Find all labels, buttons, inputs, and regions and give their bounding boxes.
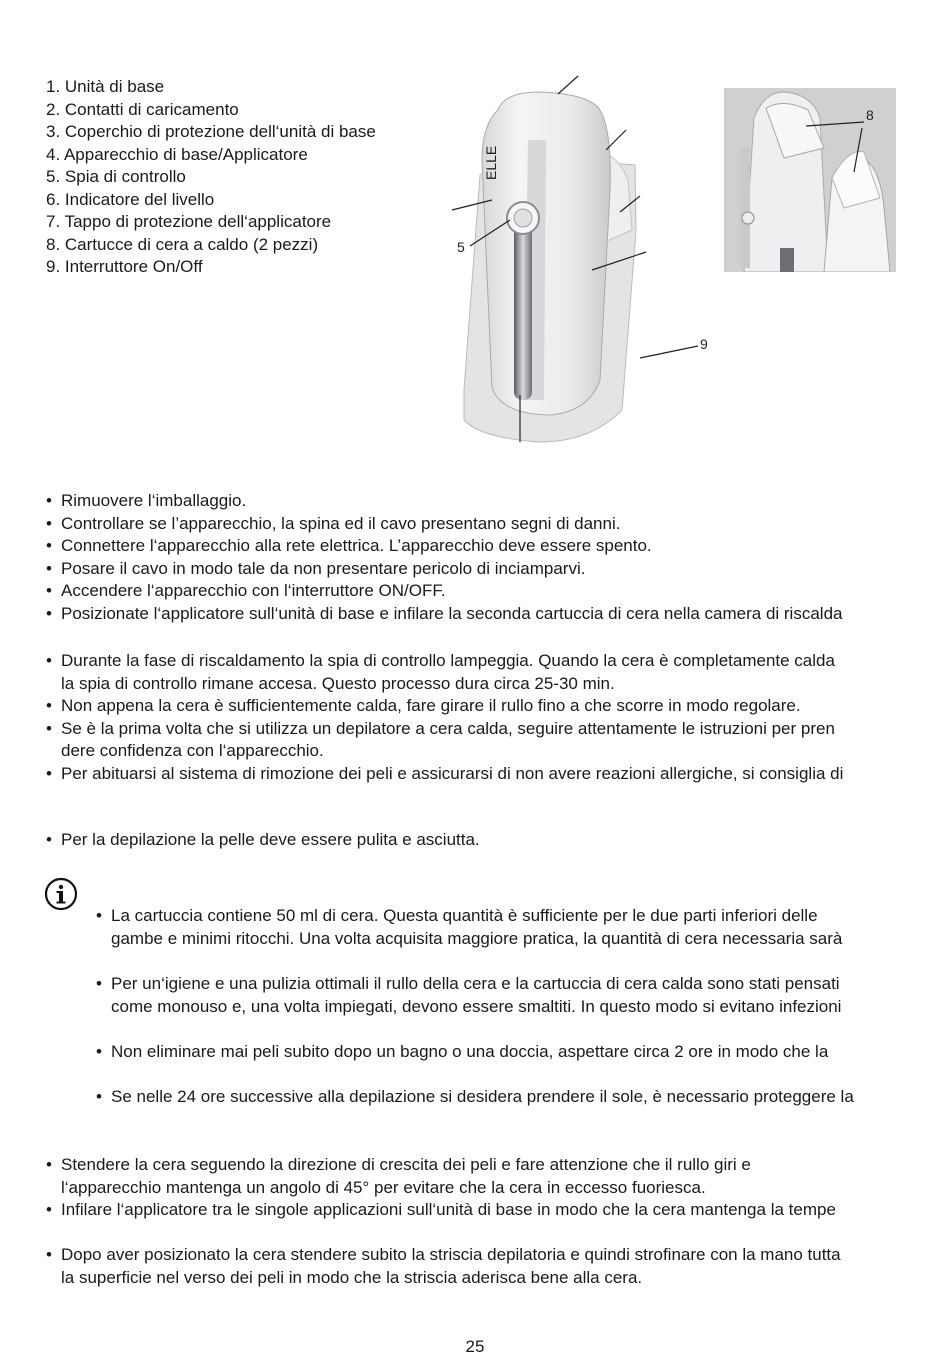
list-item: • Se è la prima volta che si utilizza un depilatore a cera calda, seguire attentamente le istruzioni per pren dere confidenza con l‘apparecchio. <box>46 718 843 763</box>
list-item: • Connettere l‘apparecchio alla rete elettrica. L’apparecchio deve essere spento. <box>46 535 842 558</box>
parts-list-item: 2. Contatti di caricamento <box>46 99 239 119</box>
parts-list-item: 5. Spia di controllo <box>46 167 186 186</box>
list-item: • La cartuccia contiene 50 ml di cera. Questa quantità è sufficiente per le due parti inferiori delle gambe e minimi ritocchi. Una volta acquisita maggiore pratica, la quantità di cera necessaria sarà <box>96 905 842 950</box>
info-bullet-4 <box>96 1086 854 1109</box>
info-bullet-3 <box>96 1041 828 1064</box>
info-bullet-1 <box>96 905 842 950</box>
parts-list-item: 1. Unità di base <box>46 77 165 96</box>
parts-list <box>46 76 376 279</box>
list-item: • Se nelle 24 ore successive alla depilazione si desidera prendere il sole, è necessario proteggere la <box>96 1086 854 1109</box>
list-item: • Non appena la cera è sufficientemente calda, fare girare il rullo fino a che scorre in modo regolare. <box>46 695 843 718</box>
list-item: • Durante la fase di riscaldamento la spia di controllo lampeggia. Quando la cera è completamente calda la spia di controllo rimane accesa. Questo processo dura circa 25-30 min. <box>46 650 843 695</box>
list-item: • Posizionate l‘applicatore sull‘unità di base e infilare la seconda cartuccia di cera nella camera di riscalda <box>46 603 842 626</box>
callout-5: 5 <box>457 239 465 255</box>
list-item: • Dopo aver posizionato la cera stendere subito la striscia depilatoria e quindi strofinare con la mano tutta la superficie nel verso dei peli in modo che la striscia aderisca bene alla cera. <box>46 1244 841 1289</box>
parts-list-item: 7. Tappo di protezione dell‘applicatore <box>46 212 332 231</box>
parts-list-item: 4. Apparecchio di base/Applicatore <box>46 144 308 164</box>
parts-list-item: 6. Indicatore del livello <box>46 189 215 209</box>
device-illustration <box>440 70 720 450</box>
heating-bullets <box>46 650 843 785</box>
parts-list-item: 8. Cartucce di cera a caldo (2 pezzi) <box>46 234 319 254</box>
callout-8: 8 <box>866 107 874 123</box>
list-item: • Non eliminare mai peli subito dopo un bagno o una doccia, aspettare circa 2 ore in modo che la <box>96 1041 828 1064</box>
info-icon <box>44 877 78 911</box>
list-item: • Posare il cavo in modo tale da non presentare pericolo di inciamparvi. <box>46 558 842 581</box>
page-number: 25 <box>465 1337 485 1356</box>
list-item: • Rimuovere l‘imballaggio. <box>46 490 842 513</box>
application-bullets <box>46 1154 836 1222</box>
list-item: • Per la depilazione la pelle deve essere pulita e asciutta. <box>46 829 480 852</box>
strip-bullets <box>46 1244 841 1289</box>
list-item: • Per abituarsi al sistema di rimozione dei peli e assicurarsi di non avere reazioni allergiche, si consiglia di <box>46 763 843 786</box>
list-item: • Controllare se l’apparecchio, la spina ed il cavo presentano segni di danni. <box>46 513 842 536</box>
list-item: • Per un‘igiene e una pulizia ottimali il rullo della cera e la cartuccia di cera calda sono stati pensati come monouso e, una volta impiegati, devono essere smaltiti. In questo modo si evitano infezioni <box>96 973 841 1018</box>
callout-9: 9 <box>700 336 708 352</box>
list-item: • Infilare l‘applicatore tra le singole applicazioni sull‘unità di base in modo che la cera mantenga la tempe <box>46 1199 836 1222</box>
list-item: • Stendere la cera seguendo la direzione di crescita dei peli e fare attenzione che il rullo giri e l‘apparecchio mantenga un angolo di 45° per evitare che la cera in eccesso fuoriesca. <box>46 1154 836 1199</box>
info-bullet-2 <box>96 973 841 1018</box>
skin-bullets <box>46 829 480 852</box>
setup-bullets <box>46 490 842 625</box>
parts-list-item: 3. Coperchio di protezione dell‘unità di base <box>46 122 376 141</box>
device-brand-text: ELLE <box>483 145 499 180</box>
cartridge-detail-illustration <box>724 88 896 272</box>
parts-list-item: 9. Interruttore On/Off <box>46 257 203 276</box>
list-item: • Accendere l‘apparecchio con l‘interruttore ON/OFF. <box>46 580 842 603</box>
